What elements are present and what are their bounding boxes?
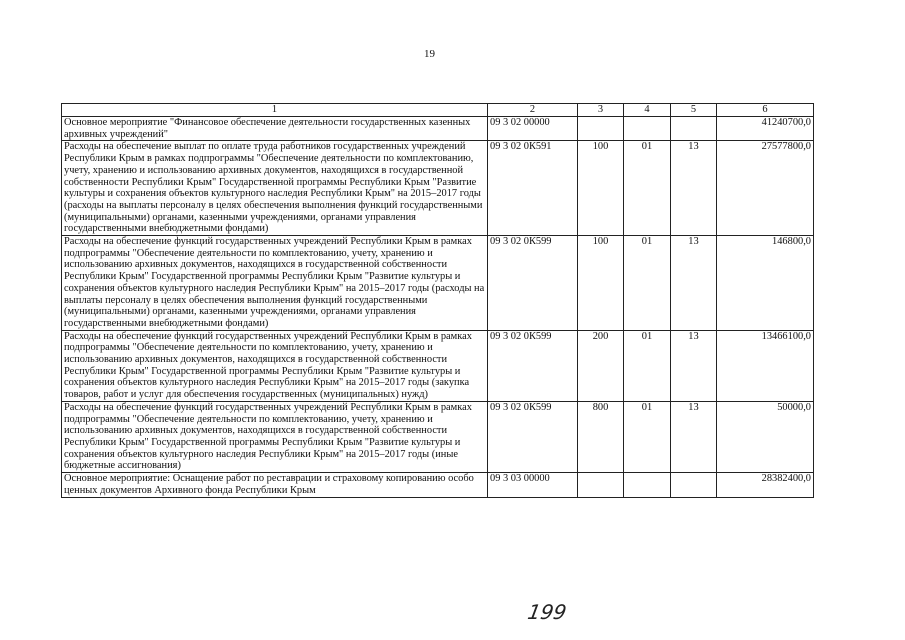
row-description: Основное мероприятие "Финансовое обеспечение деятельности государственных казенных архивных учреждений" [62, 117, 488, 141]
column-header-5: 5 [671, 104, 717, 117]
column-header-4: 4 [624, 104, 671, 117]
row-expense-type [578, 473, 624, 497]
table-row [62, 117, 814, 141]
row-expense-type: 800 [578, 401, 624, 472]
table-row [62, 401, 814, 472]
row-subsection: 13 [671, 141, 717, 236]
row-expense-type: 200 [578, 330, 624, 401]
table-header-row [62, 104, 814, 117]
row-section: 01 [624, 236, 671, 331]
column-header-1: 1 [62, 104, 488, 117]
table-row [62, 473, 814, 497]
row-expense-type [578, 117, 624, 141]
row-section: 01 [624, 401, 671, 472]
row-subsection [671, 473, 717, 497]
row-target-code: 09 3 02 0К599 [488, 330, 578, 401]
row-section: 01 [624, 141, 671, 236]
row-section [624, 473, 671, 497]
row-amount: 28382400,0 [717, 473, 814, 497]
column-header-6: 6 [717, 104, 814, 117]
page-number: 19 [424, 48, 435, 60]
table-row [62, 330, 814, 401]
row-amount: 41240700,0 [717, 117, 814, 141]
row-target-code: 09 3 02 00000 [488, 117, 578, 141]
row-subsection: 13 [671, 401, 717, 472]
table-row [62, 236, 814, 331]
row-expense-type: 100 [578, 236, 624, 331]
row-section: 01 [624, 330, 671, 401]
row-target-code: 09 3 02 0К599 [488, 236, 578, 331]
row-description: Расходы на обеспечение выплат по оплате труда работников государственных учреждений Республики Крым в рамках подпрограммы "Обеспечение деятельности по комплектованию, учету, хранению и использованию архивных документов, находящихся в государственной собственности Республики Крым" Государственной программы Республики Крым "Развитие культуры и сохранения объектов культурного наследия Республики Крым" на 2015–2017 годы (расходы на выплаты персоналу в целях обеспечения выполнения функций государственными (муниципальными) органами, казенными учреждениями, органами управления государственными внебюджетными фондами) [62, 141, 488, 236]
row-target-code: 09 3 02 0К599 [488, 401, 578, 472]
row-subsection: 13 [671, 236, 717, 331]
handwritten-page-number: 199 [525, 600, 569, 624]
row-amount: 27577800,0 [717, 141, 814, 236]
row-description: Расходы на обеспечение функций государственных учреждений Республики Крым в рамках подпрограммы "Обеспечение деятельности по комплектованию, учету, хранению и использованию архивных документов, находящихся в государственной собственности Республики Крым" Государственной программы Республики Крым "Развитие культуры и сохранения объектов культурного наследия Республики Крым" на 2015–2017 годы (расходы на выплаты персоналу в целях обеспечения выполнения функций государственными (муниципальными) органами, казенными учреждениями, органами управления государственными внебюджетными фондами) [62, 236, 488, 331]
row-target-code: 09 3 03 00000 [488, 473, 578, 497]
row-amount: 146800,0 [717, 236, 814, 331]
budget-table [61, 103, 814, 498]
row-expense-type: 100 [578, 141, 624, 236]
column-header-3: 3 [578, 104, 624, 117]
row-amount: 13466100,0 [717, 330, 814, 401]
row-description: Расходы на обеспечение функций государственных учреждений Республики Крым в рамках подпрограммы "Обеспечение деятельности по комплектованию, учету, хранению и использованию архивных документов, находящихся в государственной собственности Республики Крым" Государственной программы Республики Крым "Развитие культуры и сохранения объектов культурного наследия Республики Крым" на 2015–2017 годы (иные бюджетные ассигнования) [62, 401, 488, 472]
column-header-2: 2 [488, 104, 578, 117]
row-description: Расходы на обеспечение функций государственных учреждений Республики Крым в рамках подпрограммы "Обеспечение деятельности по комплектованию, учету, хранению и использованию архивных документов, находящихся в государственной собственности Республики Крым" Государственной программы Республики Крым "Развитие культуры и сохранения объектов культурного наследия Республики Крым" на 2015–2017 годы (закупка товаров, работ и услуг для обеспечения государственных (муниципальных) нужд) [62, 330, 488, 401]
row-description: Основное мероприятие: Оснащение работ по реставрации и страховому копированию особо ценных документов Архивного фонда Республики Крым [62, 473, 488, 497]
row-amount: 50000,0 [717, 401, 814, 472]
table-row [62, 141, 814, 236]
row-target-code: 09 3 02 0К591 [488, 141, 578, 236]
row-subsection [671, 117, 717, 141]
row-subsection: 13 [671, 330, 717, 401]
row-section [624, 117, 671, 141]
